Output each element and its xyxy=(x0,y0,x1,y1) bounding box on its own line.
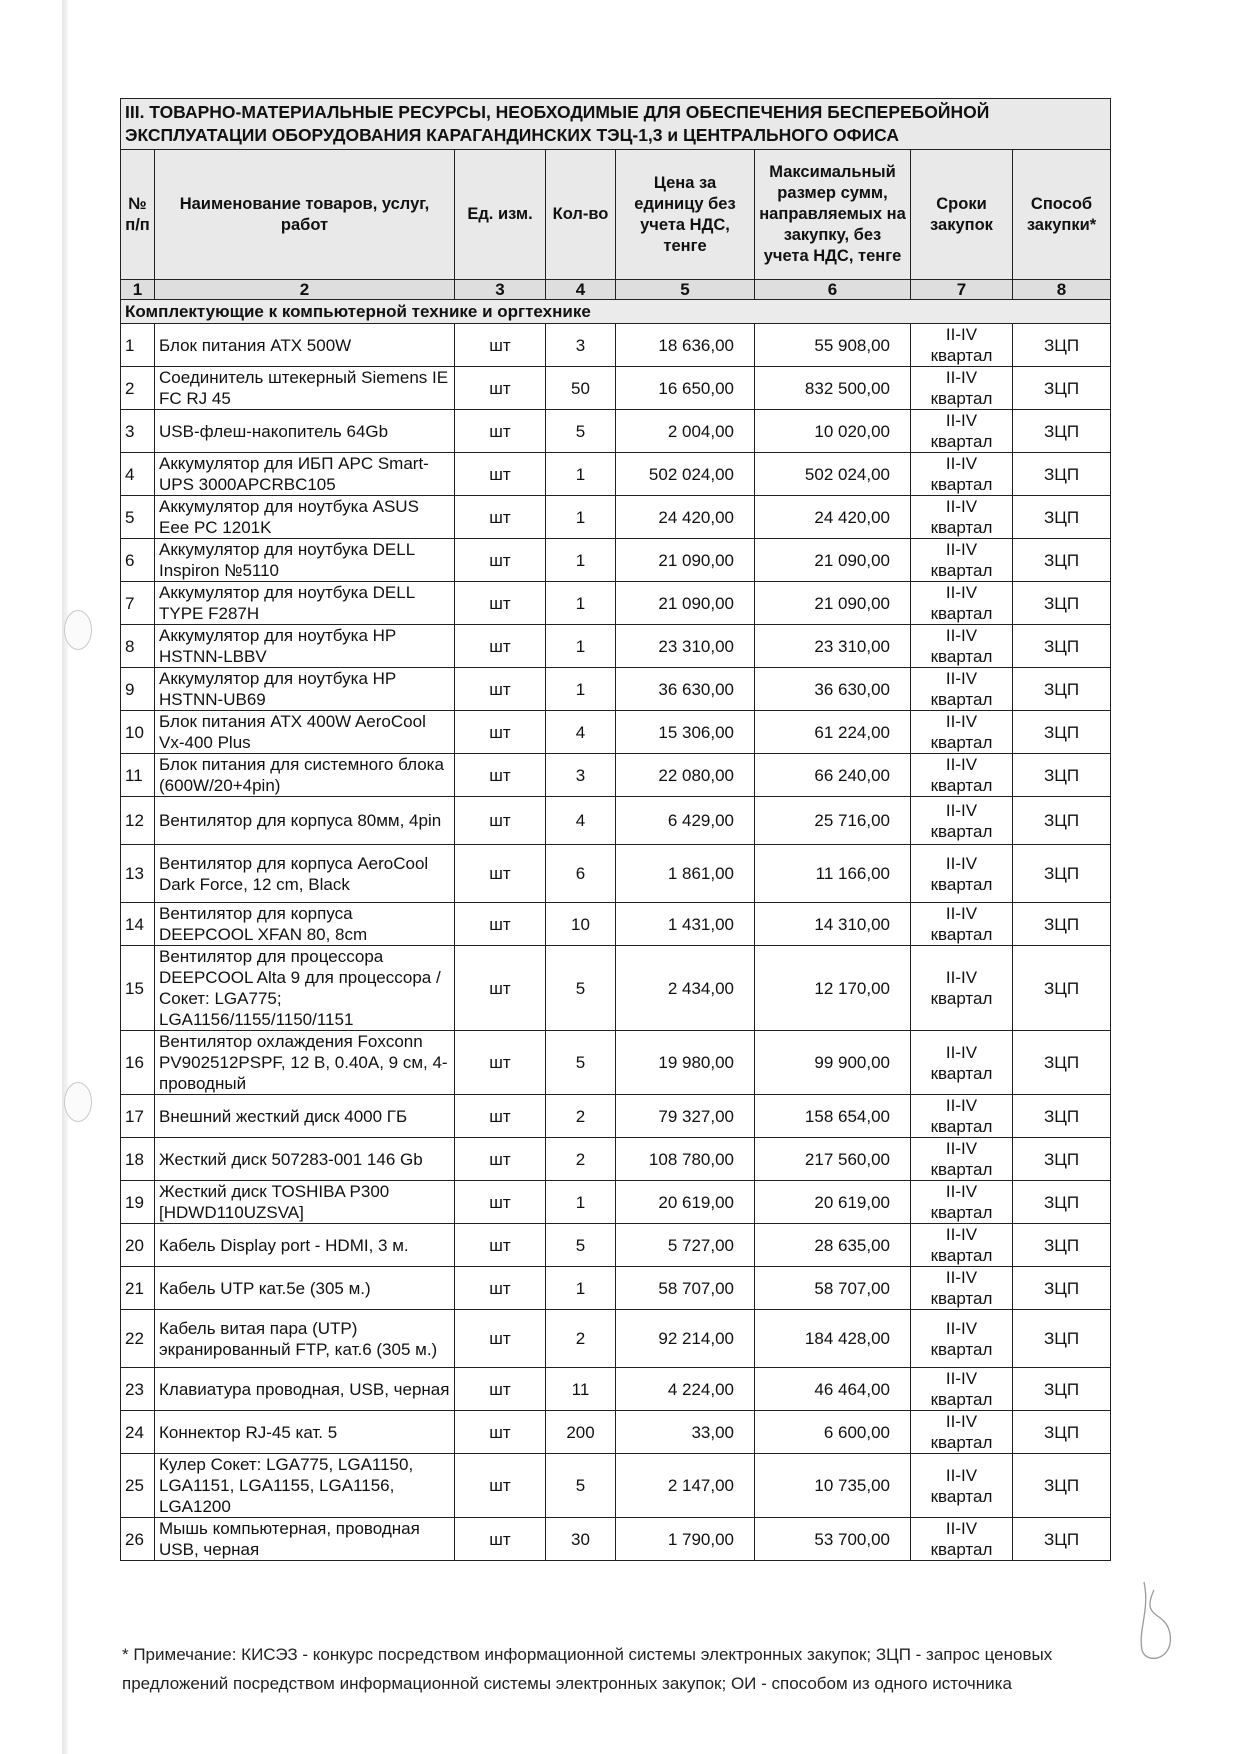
quantity-cell: 200 xyxy=(546,1411,616,1454)
row-number-cell: 5 xyxy=(121,496,155,539)
item-name-cell: Жесткий диск 507283-001 146 Gb xyxy=(155,1138,455,1181)
procurement-term-cell: II-IV квартал xyxy=(911,711,1013,754)
item-name-cell: Блок питания ATX 400W AeroCool Vx-400 Plus xyxy=(155,711,455,754)
unit-cell: шт xyxy=(455,625,546,668)
procurement-term-cell: II-IV квартал xyxy=(911,1454,1013,1518)
procurement-table-wrapper xyxy=(120,98,1110,1561)
unit-price-cell: 6 429,00 xyxy=(616,797,755,845)
row-number-cell: 16 xyxy=(121,1031,155,1095)
unit-price-cell: 502 024,00 xyxy=(616,453,755,496)
row-number-cell: 19 xyxy=(121,1181,155,1224)
table-row xyxy=(121,845,1111,903)
table-row xyxy=(121,582,1111,625)
unit-cell: шт xyxy=(455,668,546,711)
quantity-cell: 5 xyxy=(546,1031,616,1095)
procurement-method-cell: ЗЦП xyxy=(1013,1181,1111,1224)
table-row xyxy=(121,453,1111,496)
quantity-cell: 1 xyxy=(546,1181,616,1224)
item-name-cell: Вентилятор для корпуса 80мм, 4pin xyxy=(155,797,455,845)
unit-cell: шт xyxy=(455,1267,546,1310)
item-name-cell: Аккумулятор для ИБП APC Smart-UPS 3000APCRBC105 xyxy=(155,453,455,496)
item-name-cell: USB-флеш-накопитель 64Gb xyxy=(155,410,455,453)
procurement-method-cell: ЗЦП xyxy=(1013,1031,1111,1095)
item-name-cell: Мышь компьютерная, проводная USB, черная xyxy=(155,1518,455,1561)
procurement-method-cell: ЗЦП xyxy=(1013,754,1111,797)
procurement-term-cell: II-IV квартал xyxy=(911,1095,1013,1138)
procurement-method-cell: ЗЦП xyxy=(1013,1368,1111,1411)
row-number-cell: 4 xyxy=(121,453,155,496)
quantity-cell: 1 xyxy=(546,453,616,496)
procurement-term-cell: II-IV квартал xyxy=(911,625,1013,668)
quantity-cell: 2 xyxy=(546,1138,616,1181)
procurement-table xyxy=(120,98,1111,1561)
unit-price-cell: 2 434,00 xyxy=(616,946,755,1031)
unit-cell: шт xyxy=(455,1095,546,1138)
unit-cell: шт xyxy=(455,324,546,367)
max-amount-cell: 11 166,00 xyxy=(755,845,911,903)
table-row xyxy=(121,1095,1111,1138)
unit-price-cell: 21 090,00 xyxy=(616,539,755,582)
quantity-cell: 1 xyxy=(546,625,616,668)
procurement-term-cell: II-IV квартал xyxy=(911,367,1013,410)
category-title: Комплектующие к компьютерной технике и оргтехнике xyxy=(121,300,1111,324)
item-name-cell: Кабель UTP кат.5е (305 м.) xyxy=(155,1267,455,1310)
procurement-method-cell: ЗЦП xyxy=(1013,711,1111,754)
table-row xyxy=(121,903,1111,946)
procurement-term-cell: II-IV квартал xyxy=(911,1368,1013,1411)
unit-cell: шт xyxy=(455,1411,546,1454)
quantity-cell: 1 xyxy=(546,496,616,539)
procurement-method-cell: ЗЦП xyxy=(1013,845,1111,903)
item-name-cell: Кабель витая пара (UTP) экранированный FTP, кат.6 (305 м.) xyxy=(155,1310,455,1368)
max-amount-cell: 14 310,00 xyxy=(755,903,911,946)
col-number-3: 3 xyxy=(455,280,546,300)
max-amount-cell: 184 428,00 xyxy=(755,1310,911,1368)
unit-cell: шт xyxy=(455,754,546,797)
row-number-cell: 25 xyxy=(121,1454,155,1518)
procurement-method-cell: ЗЦП xyxy=(1013,668,1111,711)
table-row xyxy=(121,1411,1111,1454)
unit-cell: шт xyxy=(455,1031,546,1095)
procurement-method-cell: ЗЦП xyxy=(1013,1095,1111,1138)
quantity-cell: 5 xyxy=(546,946,616,1031)
quantity-cell: 30 xyxy=(546,1518,616,1561)
row-number-cell: 14 xyxy=(121,903,155,946)
procurement-term-cell: II-IV квартал xyxy=(911,1138,1013,1181)
quantity-cell: 50 xyxy=(546,367,616,410)
unit-cell: шт xyxy=(455,797,546,845)
col-header-price: Цена за единицу без учета НДС, тенге xyxy=(616,150,755,280)
unit-cell: шт xyxy=(455,367,546,410)
procurement-method-cell: ЗЦП xyxy=(1013,367,1111,410)
unit-price-cell: 16 650,00 xyxy=(616,367,755,410)
item-name-cell: Вентилятор для корпуса DEEPCOOL XFAN 80, 8cm xyxy=(155,903,455,946)
unit-price-cell: 22 080,00 xyxy=(616,754,755,797)
quantity-cell: 1 xyxy=(546,539,616,582)
procurement-term-cell: II-IV квартал xyxy=(911,453,1013,496)
table-row xyxy=(121,668,1111,711)
max-amount-cell: 28 635,00 xyxy=(755,1224,911,1267)
unit-price-cell: 20 619,00 xyxy=(616,1181,755,1224)
max-amount-cell: 55 908,00 xyxy=(755,324,911,367)
col-header-term: Сроки закупок xyxy=(911,150,1013,280)
quantity-cell: 5 xyxy=(546,1224,616,1267)
procurement-term-cell: II-IV квартал xyxy=(911,410,1013,453)
max-amount-cell: 20 619,00 xyxy=(755,1181,911,1224)
unit-price-cell: 108 780,00 xyxy=(616,1138,755,1181)
table-row xyxy=(121,496,1111,539)
table-row xyxy=(121,1181,1111,1224)
item-name-cell: Вентилятор охлаждения Foxconn PV902512PSPF, 12 В, 0.40А, 9 см, 4-проводный xyxy=(155,1031,455,1095)
max-amount-cell: 25 716,00 xyxy=(755,797,911,845)
max-amount-cell: 21 090,00 xyxy=(755,582,911,625)
unit-price-cell: 58 707,00 xyxy=(616,1267,755,1310)
table-row xyxy=(121,1368,1111,1411)
procurement-term-cell: II-IV квартал xyxy=(911,1310,1013,1368)
procurement-method-cell: ЗЦП xyxy=(1013,797,1111,845)
row-number-cell: 24 xyxy=(121,1411,155,1454)
unit-cell: шт xyxy=(455,1454,546,1518)
procurement-term-cell: II-IV квартал xyxy=(911,946,1013,1031)
table-row xyxy=(121,1310,1111,1368)
unit-cell: шт xyxy=(455,1368,546,1411)
max-amount-cell: 61 224,00 xyxy=(755,711,911,754)
procurement-method-cell: ЗЦП xyxy=(1013,625,1111,668)
row-number-cell: 13 xyxy=(121,845,155,903)
quantity-cell: 1 xyxy=(546,1267,616,1310)
col-number-5: 5 xyxy=(616,280,755,300)
procurement-term-cell: II-IV квартал xyxy=(911,797,1013,845)
quantity-cell: 4 xyxy=(546,797,616,845)
quantity-cell: 10 xyxy=(546,903,616,946)
procurement-term-cell: II-IV квартал xyxy=(911,539,1013,582)
unit-cell: шт xyxy=(455,1138,546,1181)
table-row xyxy=(121,1224,1111,1267)
unit-cell: шт xyxy=(455,582,546,625)
procurement-term-cell: II-IV квартал xyxy=(911,754,1013,797)
table-row xyxy=(121,1031,1111,1095)
procurement-term-cell: II-IV квартал xyxy=(911,1411,1013,1454)
item-name-cell: Внешний жесткий диск 4000 ГБ xyxy=(155,1095,455,1138)
max-amount-cell: 58 707,00 xyxy=(755,1267,911,1310)
unit-price-cell: 2 147,00 xyxy=(616,1454,755,1518)
quantity-cell: 5 xyxy=(546,410,616,453)
item-name-cell: Клавиатура проводная, USB, черная xyxy=(155,1368,455,1411)
procurement-method-cell: ЗЦП xyxy=(1013,946,1111,1031)
procurement-method-cell: ЗЦП xyxy=(1013,539,1111,582)
quantity-cell: 6 xyxy=(546,845,616,903)
table-row xyxy=(121,946,1111,1031)
col-number-4: 4 xyxy=(546,280,616,300)
procurement-term-cell: II-IV квартал xyxy=(911,668,1013,711)
procurement-method-cell: ЗЦП xyxy=(1013,1138,1111,1181)
unit-cell: шт xyxy=(455,946,546,1031)
col-number-6: 6 xyxy=(755,280,911,300)
unit-cell: шт xyxy=(455,410,546,453)
table-row xyxy=(121,797,1111,845)
max-amount-cell: 12 170,00 xyxy=(755,946,911,1031)
unit-price-cell: 21 090,00 xyxy=(616,582,755,625)
max-amount-cell: 53 700,00 xyxy=(755,1518,911,1561)
row-number-cell: 26 xyxy=(121,1518,155,1561)
procurement-method-cell: ЗЦП xyxy=(1013,496,1111,539)
procurement-method-cell: ЗЦП xyxy=(1013,410,1111,453)
procurement-term-cell: II-IV квартал xyxy=(911,1518,1013,1561)
col-number-7: 7 xyxy=(911,280,1013,300)
unit-price-cell: 4 224,00 xyxy=(616,1368,755,1411)
unit-cell: шт xyxy=(455,1518,546,1561)
unit-cell: шт xyxy=(455,453,546,496)
col-header-qty: Кол-во xyxy=(546,150,616,280)
table-row xyxy=(121,410,1111,453)
quantity-cell: 3 xyxy=(546,324,616,367)
unit-cell: шт xyxy=(455,1310,546,1368)
col-header-unit: Ед. изм. xyxy=(455,150,546,280)
table-row xyxy=(121,1518,1111,1561)
unit-price-cell: 5 727,00 xyxy=(616,1224,755,1267)
unit-price-cell: 33,00 xyxy=(616,1411,755,1454)
max-amount-cell: 158 654,00 xyxy=(755,1095,911,1138)
max-amount-cell: 46 464,00 xyxy=(755,1368,911,1411)
max-amount-cell: 10 020,00 xyxy=(755,410,911,453)
scan-edge xyxy=(62,0,68,1754)
item-name-cell: Блок питания для системного блока (600W/20+4pin) xyxy=(155,754,455,797)
max-amount-cell: 23 310,00 xyxy=(755,625,911,668)
table-row xyxy=(121,754,1111,797)
unit-price-cell: 1 861,00 xyxy=(616,845,755,903)
item-name-cell: Вентилятор для процессора DEEPCOOL Alta 9 для процессора / Сокет: LGA775; LGA1156/1155/1150/1151 xyxy=(155,946,455,1031)
row-number-cell: 20 xyxy=(121,1224,155,1267)
col-number-8: 8 xyxy=(1013,280,1111,300)
footnote: * Примечание: КИСЭЗ - конкурс посредством информационной системы электронных закупок; ЗЦП - запрос ценовых предложений посредством информационной системы электронных закупок; ОИ - способом из одного источника xyxy=(122,1645,1053,1693)
unit-cell: шт xyxy=(455,496,546,539)
unit-price-cell: 79 327,00 xyxy=(616,1095,755,1138)
procurement-term-cell: II-IV квартал xyxy=(911,845,1013,903)
table-row xyxy=(121,367,1111,410)
quantity-cell: 1 xyxy=(546,668,616,711)
max-amount-cell: 21 090,00 xyxy=(755,539,911,582)
unit-cell: шт xyxy=(455,1224,546,1267)
row-number-cell: 12 xyxy=(121,797,155,845)
quantity-cell: 1 xyxy=(546,582,616,625)
procurement-term-cell: II-IV квартал xyxy=(911,496,1013,539)
quantity-cell: 5 xyxy=(546,1454,616,1518)
procurement-term-cell: II-IV квартал xyxy=(911,324,1013,367)
procurement-method-cell: ЗЦП xyxy=(1013,1518,1111,1561)
row-number-cell: 21 xyxy=(121,1267,155,1310)
unit-cell: шт xyxy=(455,539,546,582)
row-number-cell: 17 xyxy=(121,1095,155,1138)
col-header-name: Наименование товаров, услуг, работ xyxy=(155,150,455,280)
unit-price-cell: 2 004,00 xyxy=(616,410,755,453)
row-number-cell: 9 xyxy=(121,668,155,711)
item-name-cell: Аккумулятор для ноутбука HP HSTNN-LBBV xyxy=(155,625,455,668)
col-number-1: 1 xyxy=(121,280,155,300)
procurement-term-cell: II-IV квартал xyxy=(911,1224,1013,1267)
item-name-cell: Жесткий диск TOSHIBA P300 [HDWD110UZSVA] xyxy=(155,1181,455,1224)
procurement-method-cell: ЗЦП xyxy=(1013,903,1111,946)
col-number-2: 2 xyxy=(155,280,455,300)
table-body xyxy=(121,324,1111,1561)
unit-price-cell: 36 630,00 xyxy=(616,668,755,711)
unit-price-cell: 1 431,00 xyxy=(616,903,755,946)
row-number-cell: 2 xyxy=(121,367,155,410)
punch-hole xyxy=(64,610,92,650)
row-number-cell: 23 xyxy=(121,1368,155,1411)
table-row xyxy=(121,539,1111,582)
row-number-cell: 10 xyxy=(121,711,155,754)
procurement-term-cell: II-IV квартал xyxy=(911,1181,1013,1224)
unit-cell: шт xyxy=(455,845,546,903)
unit-price-cell: 1 790,00 xyxy=(616,1518,755,1561)
row-number-cell: 1 xyxy=(121,324,155,367)
procurement-method-cell: ЗЦП xyxy=(1013,453,1111,496)
quantity-cell: 2 xyxy=(546,1310,616,1368)
section-title: III. ТОВАРНО-МАТЕРИАЛЬНЫЕ РЕСУРСЫ, НЕОБХОДИМЫЕ ДЛЯ ОБЕСПЕЧЕНИЯ БЕСПЕРЕБОЙНОЙ ЭКСПЛУАТАЦИИ ОБОРУДОВАНИЯ КАРАГАНДИНСКИХ ТЭЦ-1,3 и ЦЕНТРАЛЬНОГО ОФИСА xyxy=(121,99,1111,150)
unit-price-cell: 18 636,00 xyxy=(616,324,755,367)
item-name-cell: Аккумулятор для ноутбука ASUS Eee PC 1201K xyxy=(155,496,455,539)
quantity-cell: 11 xyxy=(546,1368,616,1411)
quantity-cell: 4 xyxy=(546,711,616,754)
max-amount-cell: 10 735,00 xyxy=(755,1454,911,1518)
procurement-method-cell: ЗЦП xyxy=(1013,1454,1111,1518)
item-name-cell: Соединитель штекерный Siemens IE FC RJ 45 xyxy=(155,367,455,410)
unit-price-cell: 23 310,00 xyxy=(616,625,755,668)
item-name-cell: Аккумулятор для ноутбука DELL Inspiron №5110 xyxy=(155,539,455,582)
row-number-cell: 15 xyxy=(121,946,155,1031)
table-row xyxy=(121,1267,1111,1310)
table-row xyxy=(121,625,1111,668)
unit-cell: шт xyxy=(455,1181,546,1224)
unit-cell: шт xyxy=(455,711,546,754)
max-amount-cell: 832 500,00 xyxy=(755,367,911,410)
table-row xyxy=(121,1138,1111,1181)
item-name-cell: Вентилятор для корпуса AeroCool Dark Force, 12 cm, Black xyxy=(155,845,455,903)
punch-hole xyxy=(64,1082,92,1122)
quantity-cell: 2 xyxy=(546,1095,616,1138)
procurement-method-cell: ЗЦП xyxy=(1013,1267,1111,1310)
item-name-cell: Кулер Сокет: LGA775, LGA1150, LGA1151, LGA1155, LGA1156, LGA1200 xyxy=(155,1454,455,1518)
row-number-cell: 18 xyxy=(121,1138,155,1181)
procurement-method-cell: ЗЦП xyxy=(1013,1224,1111,1267)
item-name-cell: Аккумулятор для ноутбука DELL TYPE F287H xyxy=(155,582,455,625)
table-row xyxy=(121,324,1111,367)
row-number-cell: 3 xyxy=(121,410,155,453)
max-amount-cell: 66 240,00 xyxy=(755,754,911,797)
row-number-cell: 22 xyxy=(121,1310,155,1368)
row-number-cell: 11 xyxy=(121,754,155,797)
max-amount-cell: 217 560,00 xyxy=(755,1138,911,1181)
quantity-cell: 3 xyxy=(546,754,616,797)
col-header-number: № п/п xyxy=(121,150,155,280)
row-number-cell: 7 xyxy=(121,582,155,625)
max-amount-cell: 24 420,00 xyxy=(755,496,911,539)
unit-price-cell: 24 420,00 xyxy=(616,496,755,539)
row-number-cell: 8 xyxy=(121,625,155,668)
col-header-method: Способ закупки* xyxy=(1013,150,1111,280)
procurement-term-cell: II-IV квартал xyxy=(911,1031,1013,1095)
unit-cell: шт xyxy=(455,903,546,946)
procurement-method-cell: ЗЦП xyxy=(1013,1411,1111,1454)
item-name-cell: Блок питания ATX 500W xyxy=(155,324,455,367)
unit-price-cell: 92 214,00 xyxy=(616,1310,755,1368)
procurement-term-cell: II-IV квартал xyxy=(911,1267,1013,1310)
procurement-method-cell: ЗЦП xyxy=(1013,582,1111,625)
item-name-cell: Аккумулятор для ноутбука HP HSTNN-UB69 xyxy=(155,668,455,711)
procurement-method-cell: ЗЦП xyxy=(1013,1310,1111,1368)
max-amount-cell: 502 024,00 xyxy=(755,453,911,496)
item-name-cell: Кабель Display port - HDMI, 3 м. xyxy=(155,1224,455,1267)
signature-mark xyxy=(1130,1570,1190,1670)
max-amount-cell: 99 900,00 xyxy=(755,1031,911,1095)
max-amount-cell: 6 600,00 xyxy=(755,1411,911,1454)
unit-price-cell: 19 980,00 xyxy=(616,1031,755,1095)
row-number-cell: 6 xyxy=(121,539,155,582)
table-row xyxy=(121,711,1111,754)
table-row xyxy=(121,1454,1111,1518)
col-header-total: Максимальный размер сумм, направляемых на закупку, без учета НДС, тенге xyxy=(755,150,911,280)
procurement-term-cell: II-IV квартал xyxy=(911,903,1013,946)
max-amount-cell: 36 630,00 xyxy=(755,668,911,711)
item-name-cell: Коннектор RJ-45 кат. 5 xyxy=(155,1411,455,1454)
unit-price-cell: 15 306,00 xyxy=(616,711,755,754)
procurement-method-cell: ЗЦП xyxy=(1013,324,1111,367)
procurement-term-cell: II-IV квартал xyxy=(911,582,1013,625)
